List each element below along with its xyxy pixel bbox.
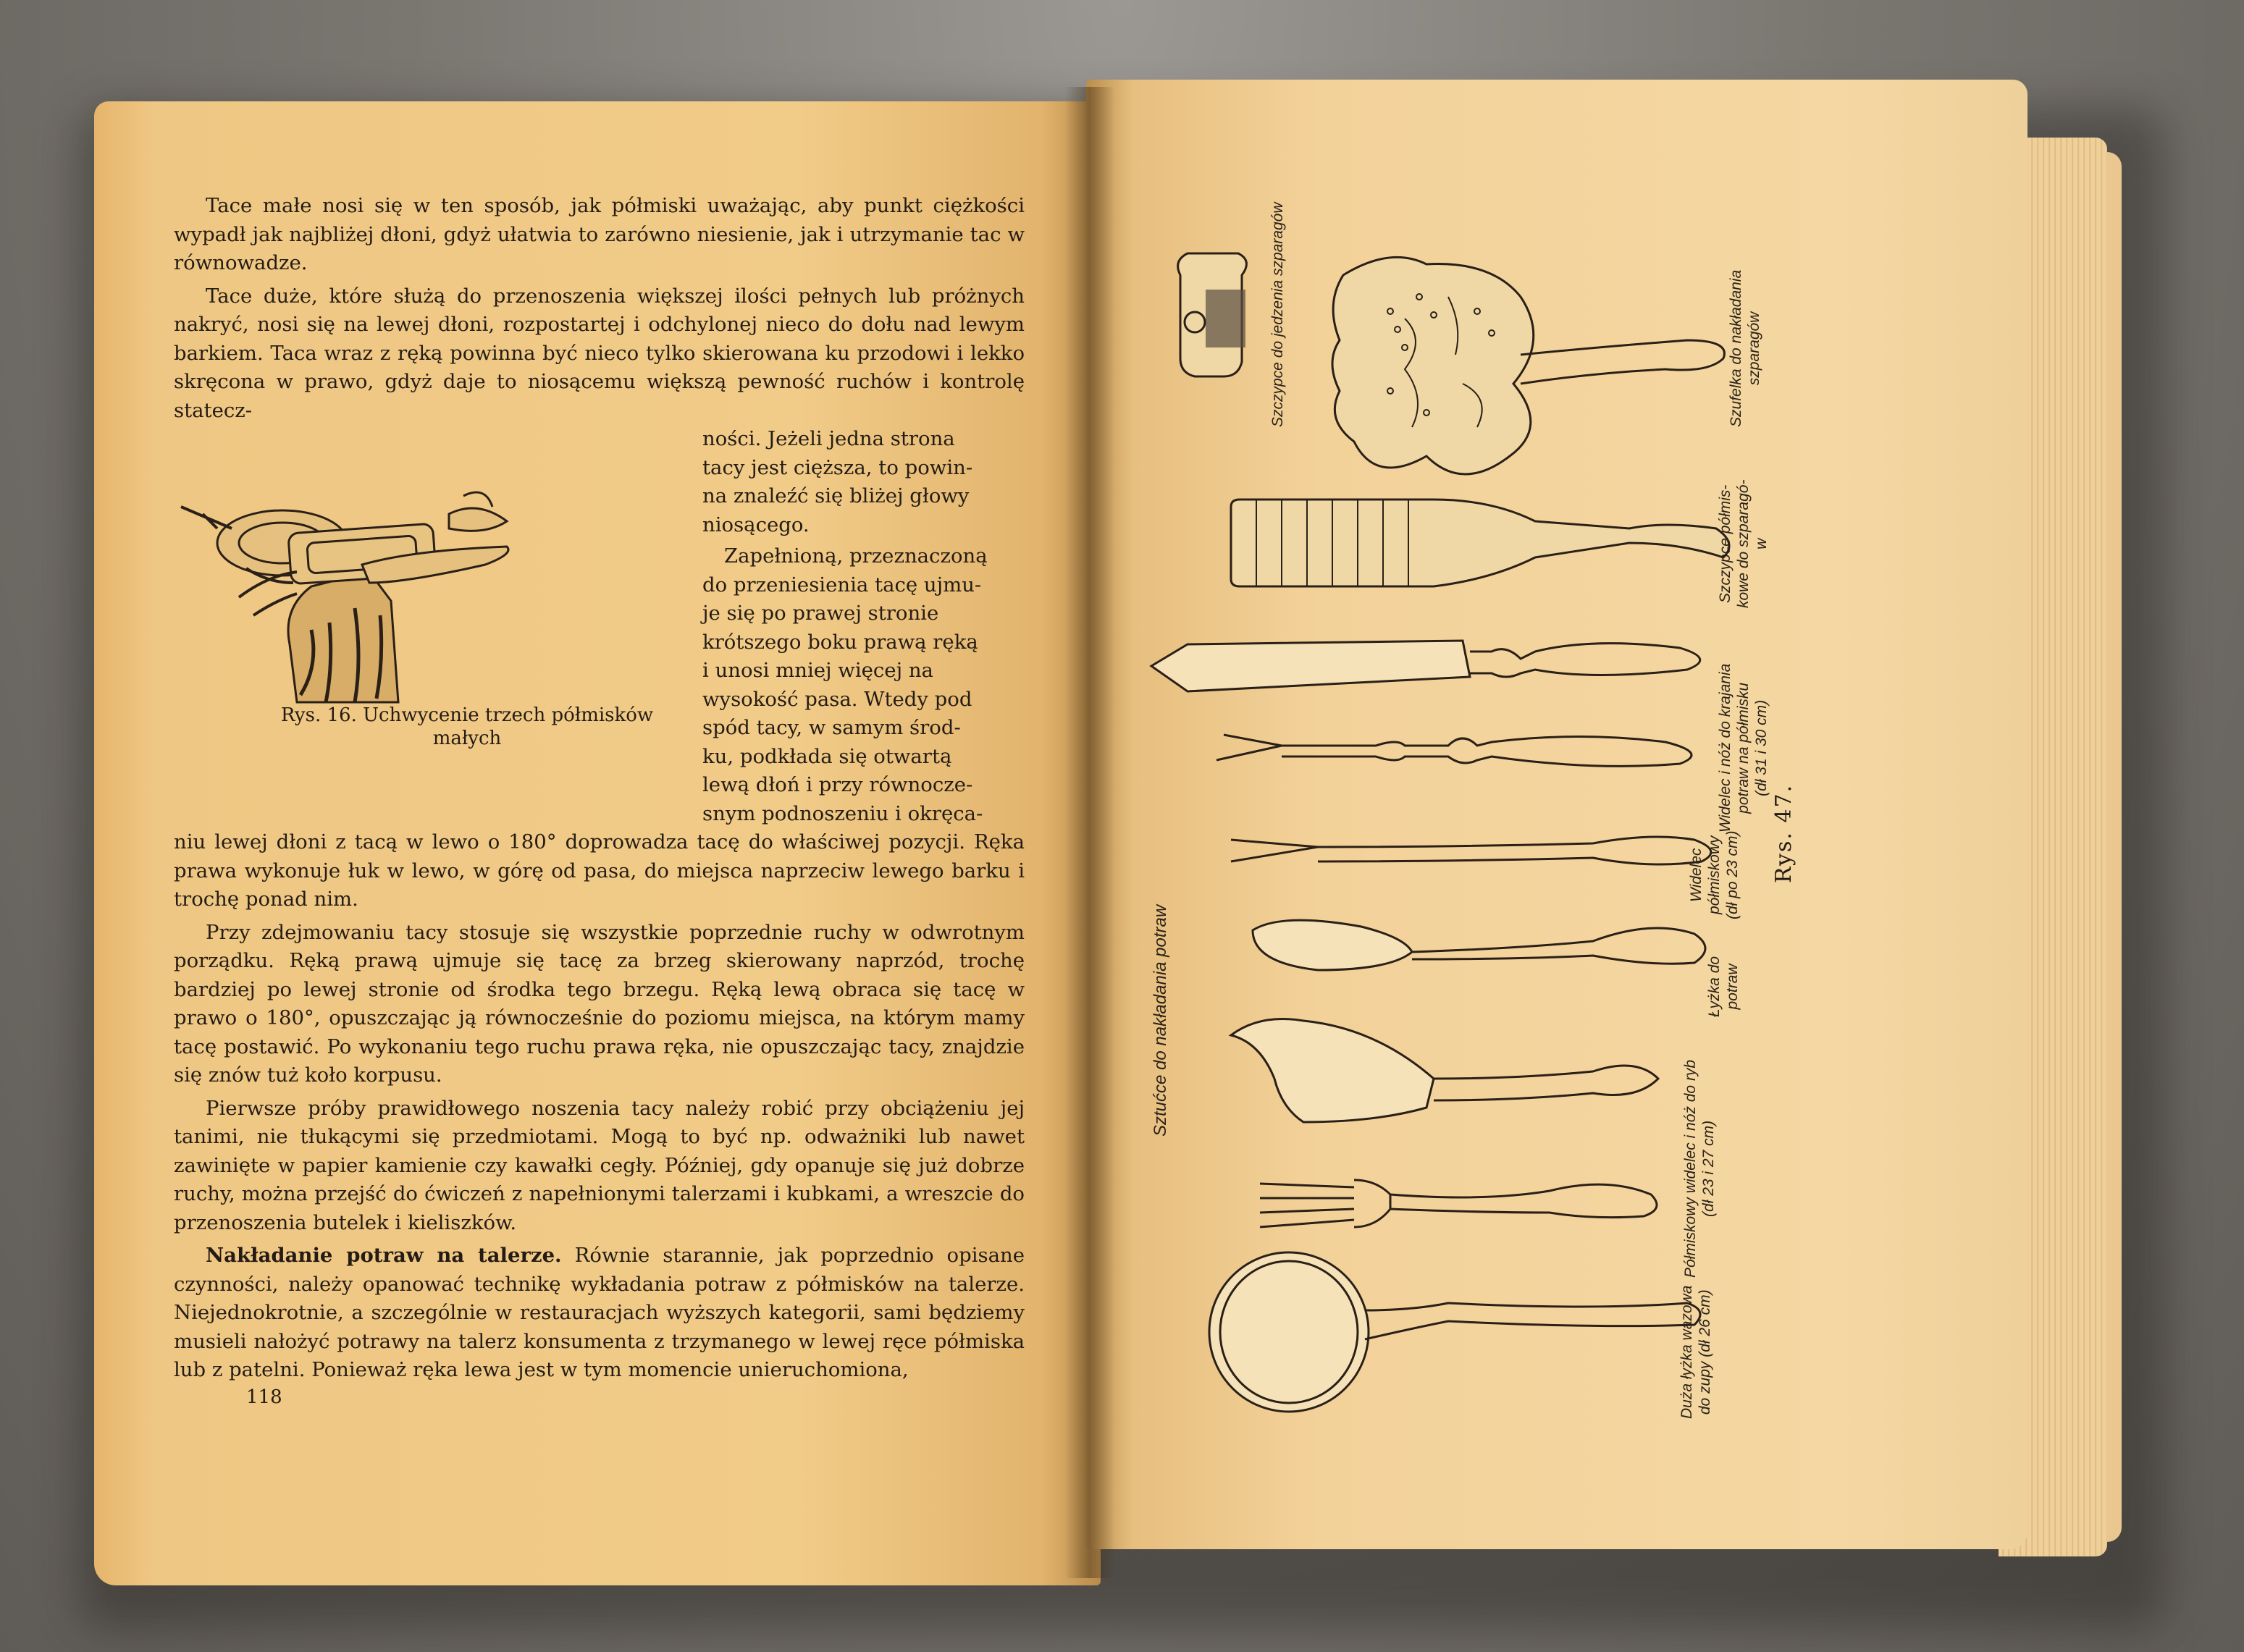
page-number: 118 (246, 1386, 282, 1408)
label-asparagus-tongs: Szczypce do jedzenia szparagów (1269, 202, 1286, 427)
wrapped-text-block (702, 425, 1025, 828)
paragraph-turning: niu lewej dłoni z tacą w lewo o 180° doprowadza tacę do właściwej pozycji. Ręka prawa wykonuje łuk w lewo, w górę od pasa, do miejsca naprzeciw lewego barku i trochę ponad nim. (174, 830, 1025, 911)
wrap-line: i unosi mniej więcej na (702, 659, 933, 682)
paragraph-large-trays: Tace duże, które służą do przenoszenia większej ilości pełnych lub próżnych nakryć, nosi się na lewej dłoni, rozpostartej i odchylonej nieco do dołu nad lewym barkiem. Taca wraz z ręką powinna być nieco tylko skierowana ku przodowi i lekko skręcona w prawo, gdyż daje to niosącemu większą pewność ruchów i kontrolę statecz- (174, 284, 1025, 422)
wrap-line: krótszego boku prawą ręką (702, 630, 978, 654)
wrap-line: spód tacy, w samym środ- (702, 716, 961, 739)
wrap-line: snym podnoszeniu i okręca- (702, 801, 983, 825)
fish-fork-drawing (1260, 1180, 1657, 1227)
serving-fork-drawing (1231, 837, 1711, 864)
cutlery-illustration (1086, 80, 2027, 1549)
wrap-line: Zapełnioną, przeznaczoną (724, 544, 988, 568)
paragraph-removing: Przy zdejmowaniu tacy stosuje się wszystkie poprzednie ruchy w odwrotnym porządku. Ręką prawą ujmuje się tacę za brzeg skierowany naprzód, trochę bardziej po lewej stronie od środka tego brzegu. Ręką lewą obraca się tacę w prawo o 180°, opuszczając ją równocześnie do poziomu miejsca, na którym mamy tacę postawić. Po wykonaniu tego ruchu prawa ręka, nie opuszczając tacy, znajdzie się znów tuż koło korpusu. (174, 920, 1025, 1087)
asparagus-serving-tongs-drawing (1231, 500, 1729, 586)
figure-hand-holding-dishes (174, 427, 666, 746)
section-heading: Nakładanie potraw na talerze. (206, 1244, 562, 1267)
fish-knife-drawing (1231, 1019, 1658, 1123)
label-serving-spoon: Łyżka do potraw (1706, 956, 1741, 1017)
wrap-line: tacy jest cięższa, to powin- (702, 455, 973, 479)
label-soup-ladle: Duża łyżka wazowa do zupy (dł 26 cm) (1678, 1285, 1713, 1419)
wrap-line: do przeniesienia tacę ujmu- (702, 573, 982, 597)
asparagus-server-drawing (1332, 257, 1724, 474)
label-carving-set: Widelec i nóż do krajania potraw na półmisku (dł 31 i 30 cm) (1717, 663, 1770, 833)
label-asparagus-serving-tongs: Szczypce półmis- kowe do szparagó- w (1717, 479, 1770, 608)
wrap-line: ku, podkłada się otwartą (702, 744, 952, 768)
label-serving-cutlery-group: Sztućce do nakładania potraw (1151, 904, 1170, 1137)
figure-caption-rys-16: Rys. 16. Uchwycenie trzech półmisków małych (280, 704, 654, 749)
soup-ladle-drawing (1209, 1252, 1700, 1412)
wrap-line: niosącego. (702, 513, 810, 536)
wrap-line: na znaleźć się bliżej głowy (702, 484, 970, 507)
paragraph-first-tries: Pierwsze próby prawidłowego noszenia tacy należy robić przy obciążeniu jej tanimi, nie tłukącymi się przedmiotami. Mogą to być np. odważniki lub nawet zawinięte w papier kamienie czy kawałki cegły. Później, gdy opanuje się już dobrze ruchy, można przejść do ćwiczeń z napełnionymi talerzami i kubkami, a wreszcie do przenoszenia butelek i kieliszków. (174, 1096, 1025, 1234)
wrap-line: lewą dłoń i przy równocze- (702, 773, 973, 796)
label-fish-set: Półmiskowy widelec i nóż do ryb (dł 23 i 27 cm) (1682, 1059, 1717, 1278)
carving-fork-drawing (1216, 735, 1692, 766)
carving-knife-drawing (1151, 641, 1700, 691)
figure-number-rys-47: Rys. 47. (1771, 783, 1797, 883)
wrap-line: wysokość pasa. Wtedy pod (702, 687, 972, 711)
left-page-text (174, 192, 1025, 1385)
asparagus-tongs-small-drawing (1178, 253, 1247, 376)
label-asparagus-server: Szufelka do nakładania szparagów (1728, 269, 1762, 427)
paragraph-small-trays: Tace małe nosi się w ten sposób, jak półmiski uważając, aby punkt ciężkości wypadł jak najbliżej dłoni, gdyż ułatwia to zarówno niesienie, jak i utrzymanie tac w równowadze. (174, 194, 1025, 274)
paragraph-serving (174, 1242, 1025, 1385)
section-text: Równie starannie, jak poprzednio opisane czynności, należy opanować technikę wykładania potraw z półmisków na talerze. Niejednokrotnie, a szczególnie w restauracjach wyższych kategorii, sami będziemy musieli nałożyć potrawy na talerz konsumenta z trzymanego w lewej ręce półmiska lub z patelni. Ponieważ ręka lewa jest w tym momencie unieruchomiona, (174, 1244, 1025, 1381)
wrap-line: ności. Jeżeli jedna strona (702, 427, 955, 450)
serving-spoon-drawing (1253, 920, 1705, 970)
wrap-line: je się po prawej stronie (702, 602, 939, 625)
label-serving-fork: Widelec półmiskowy (dł po 23 cm) (1688, 830, 1741, 919)
